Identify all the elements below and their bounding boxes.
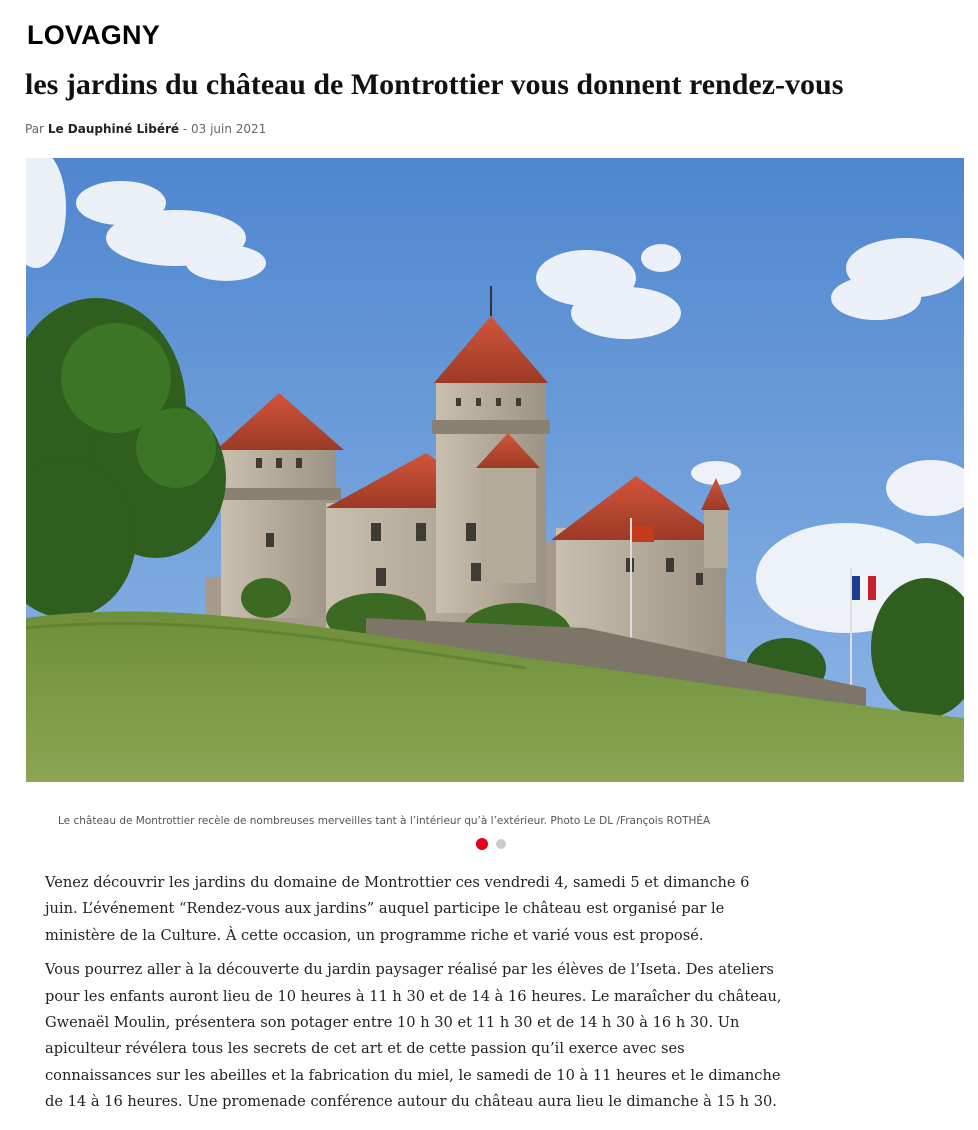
article-paragraph: Vous pourrez aller à la découverte du jardin paysager réalisé par les élèves de l’Iseta. Des ateliers pour les enfants auront lieu de 10 heures à 11 h 30 et de 14 à 16 heures. Le maraîcher du château, Gwenaël Moulin, présentera son potager entre 10 h 30 et 11 h 30 et de 14 h 30 à 16 h 30. Un apiculteur révélera tous les secrets de cet art et de cette passion qu’il exerce avec ses connaissances sur les abeilles et la fabrication du miel, le samedi de 10 à 11 heures et le dimanche de 14 à 16 heures. Une promenade conférence autour du château aura lieu le dimanche à 15 h 30. — [45, 961, 782, 1111]
section-title: LOVAGNY — [27, 20, 160, 50]
article-photo[interactable] — [26, 158, 964, 782]
byline-separator: - — [179, 122, 191, 136]
castle-photo-illustration — [26, 158, 964, 782]
carousel-dot-1[interactable] — [476, 838, 488, 850]
article-paragraph: Venez découvrir les jardins du domaine de Montrottier ces vendredi 4, samedi 5 et dimanche 6 juin. L’événement “Rendez-vous aux jardins” auquel participe le château est organisé par le ministère de la Culture. À cette occasion, un programme riche et varié vous est proposé. — [45, 874, 750, 944]
byline-author[interactable]: Le Dauphiné Libéré — [47, 122, 180, 136]
carousel-pagination — [476, 837, 506, 851]
byline-date: 03 juin 2021 — [191, 122, 267, 136]
carousel-dot-2[interactable] — [496, 839, 506, 849]
article-body — [45, 870, 785, 1124]
photo-caption: Le château de Montrottier recèle de nombreuses merveilles tant à l’intérieur qu’à l’extérieur. Photo Le DL /François ROTHÉA — [58, 815, 711, 827]
article-headline: les jardins du château de Montrottier vous donnent rendez-vous — [25, 68, 844, 101]
byline — [25, 122, 266, 136]
byline-prefix: Par — [25, 122, 44, 136]
